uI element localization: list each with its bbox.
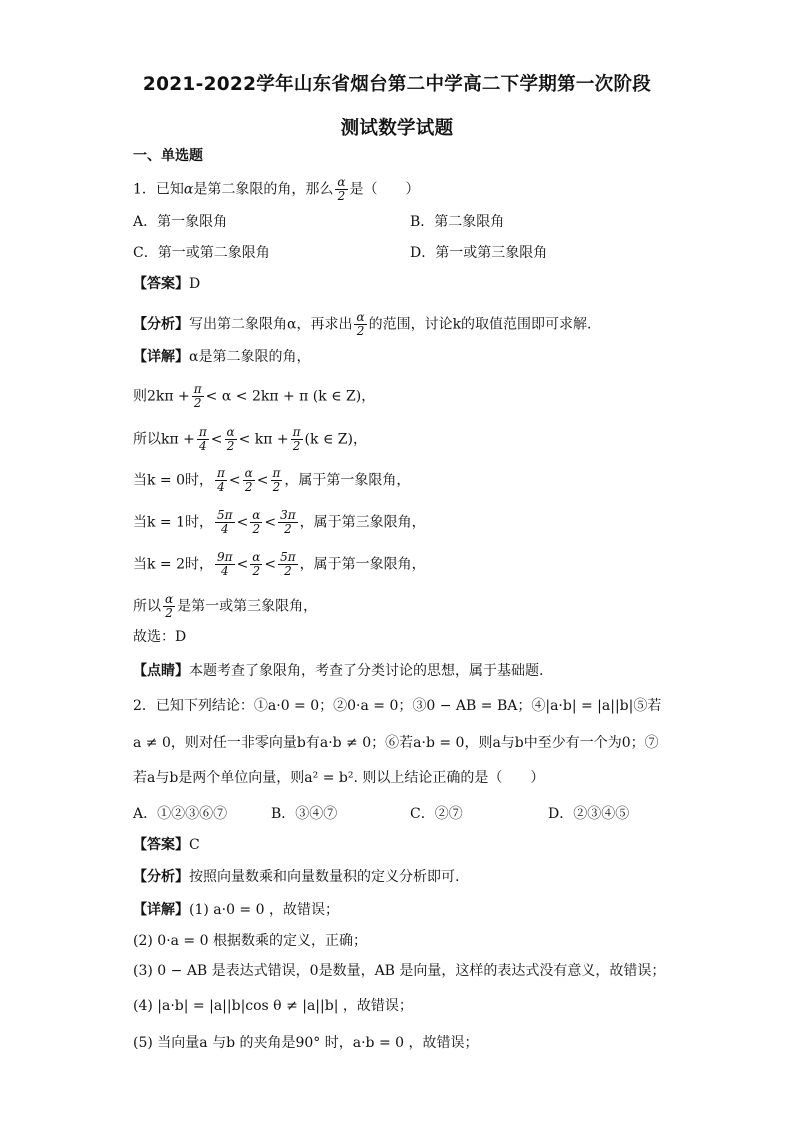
q1-frac-den: 2 bbox=[337, 189, 346, 203]
q2-detail-5: (5) 当向量a 与b 的夹角是90° 时，a·b = 0 ，故错误； bbox=[133, 1035, 479, 1051]
q2-detail-1-text: (1) a·0 = 0 ，故错误； bbox=[189, 902, 339, 918]
q1-half-mid1: < bbox=[210, 431, 223, 448]
q2-stem-line2: a ≠ 0，则对任一非零向量b有a·b ≠ 0；⑥若a·b = 0，则a与b中至少有一个为0；⑦ bbox=[133, 735, 659, 751]
q1-answer bbox=[133, 274, 200, 294]
q2-option-a: A．①②③⑥⑦ bbox=[133, 806, 228, 822]
q1-concl-pre: 所以 bbox=[133, 598, 161, 615]
q1-analysis-b: 的范围，讨论k的取值范围即可求解. bbox=[368, 316, 592, 333]
q1-stem-c: 是（ ） bbox=[349, 181, 420, 198]
q1-k2-post: ，属于第一象限角， bbox=[299, 556, 426, 573]
q2-detail-4: (4) |a·b| = |a||b|cos θ ≠ |a||b| ，故错误； bbox=[133, 998, 413, 1014]
q1-detail-intro-text: α是第二象限的角， bbox=[189, 349, 311, 365]
q1-stem-alpha: α bbox=[183, 181, 194, 198]
q1-k1-pre: 当k = 1时， bbox=[133, 514, 214, 531]
q1-case-k2: 当k = 2时， $\frac{9\pi}{4}$ < $\frac{\alpha}{2}$ < $\frac{5\pi}{2}$ ，属于第一象限角， bbox=[133, 550, 426, 578]
section-heading: 一、单选题 bbox=[133, 148, 203, 164]
q1-case-k1: 当k = 1时， $\frac{5\pi}{4}$ < $\frac{\alpha}{2}$ < $\frac{3\pi}{2}$ ，属于第三象限角， bbox=[133, 508, 426, 536]
q2-analysis-text: 按照向量数乘和向量数量积的定义分析即可. bbox=[189, 869, 460, 885]
q1-option-c: C．第一或第二象限角 bbox=[133, 245, 270, 261]
q1-range-line bbox=[133, 383, 375, 410]
q1-pi-over-2b: $\frac{\pi}{2}$ bbox=[292, 425, 301, 453]
q1-analysis-tag: 【分析】 bbox=[133, 316, 189, 333]
q2-stem-line1: 2．已知下列结论：①a·0 = 0；②0·a = 0；③0 − AB = BA；④|a·b| = |a||b|⑤若 bbox=[133, 698, 662, 714]
q2-detail-2: (2) 0·a = 0 根据数乘的定义，正确； bbox=[133, 933, 367, 949]
q1-detail-tag: 【详解】 bbox=[133, 349, 189, 365]
q1-comment bbox=[133, 661, 543, 681]
q1-pi-over-4: $\frac{\pi}{4}$ bbox=[198, 425, 207, 453]
q2-answer bbox=[133, 835, 200, 855]
q1-analysis-frac-num: α bbox=[356, 310, 365, 324]
q2-option-d: D．②③④⑤ bbox=[548, 806, 630, 822]
q1-answer-tag: 【答案】 bbox=[133, 276, 189, 292]
q2-answer-value: C bbox=[189, 837, 200, 853]
q1-half-mid2: < kπ + bbox=[238, 431, 289, 448]
q1-alpha-over-2: $\frac{\alpha}{2}$ bbox=[226, 425, 235, 453]
q1-option-a: A．第一象限角 bbox=[133, 214, 228, 230]
q1-conclusion: 所以 $\frac{\alpha}{2}$ 是第一或第三象限角， bbox=[133, 592, 318, 620]
q1-comment-text: 本题考查了象限角，考查了分类讨论的思想，属于基础题. bbox=[189, 663, 544, 679]
q1-range-post: < α < 2kπ + π (k ∈ Z)， bbox=[205, 388, 376, 405]
q2-option-b: B．③④⑦ bbox=[271, 806, 338, 822]
q2-option-c: C．②⑦ bbox=[410, 806, 463, 822]
q1-pi-over-2: $\frac{\pi}{2}$ bbox=[193, 382, 202, 410]
q1-stem-a: 1．已知 bbox=[133, 181, 184, 198]
q1-answer-value: D bbox=[189, 276, 201, 292]
q1-half-pre: 所以kπ + bbox=[133, 431, 195, 448]
q1-half-post: (k ∈ Z)， bbox=[304, 431, 367, 448]
q1-option-b: B．第二象限角 bbox=[410, 214, 505, 230]
q1-k1-post: ，属于第三象限角， bbox=[299, 514, 426, 531]
q1-stem-b: 是第二象限的角，那么 bbox=[193, 181, 334, 198]
q1-stem bbox=[133, 176, 420, 203]
q2-stem-line3: 若a与b是两个单位向量，则a² = b². 则以上结论正确的是（ ） bbox=[133, 770, 545, 786]
q1-concl-post: 是第一或第三象限角， bbox=[177, 598, 318, 615]
doc-title-line2: 测试数学试题 bbox=[340, 118, 454, 139]
q1-choose: 故选：D bbox=[133, 629, 187, 645]
q1-range-pre: 则2kπ + bbox=[133, 388, 190, 405]
q2-detail-3: (3) 0 − AB 是表达式错误，0是数量，AB 是向量，这样的表达式没有意义，故错误； bbox=[133, 963, 666, 979]
q1-k0-pre: 当k = 0时， bbox=[133, 472, 214, 489]
q2-answer-tag: 【答案】 bbox=[133, 837, 189, 853]
q1-option-d: D．第一或第三象限角 bbox=[410, 245, 548, 261]
q1-detail-intro bbox=[133, 347, 310, 367]
q1-k2-pre: 当k = 2时， bbox=[133, 556, 214, 573]
q1-frac-num: α bbox=[337, 175, 346, 189]
q2-analysis bbox=[133, 867, 459, 887]
q1-analysis-frac-den: 2 bbox=[356, 324, 365, 338]
q1-k0-post: ，属于第一象限角， bbox=[284, 472, 411, 489]
q1-case-k0: 当k = 0时， $\frac{\pi}{4}$ < $\frac{\alpha}{2}$ < $\frac{\pi}{2}$ ，属于第一象限角， bbox=[133, 466, 411, 494]
q1-half-range-line bbox=[133, 426, 367, 453]
q1-analysis-a: 写出第二象限角α，再求出 bbox=[189, 316, 353, 333]
q1-analysis-fraction bbox=[354, 311, 366, 338]
q1-analysis bbox=[133, 311, 592, 338]
doc-title-line1: 2021-2022学年山东省烟台第二中学高二下学期第一次阶段 bbox=[142, 74, 652, 95]
q2-analysis-tag: 【分析】 bbox=[133, 869, 189, 885]
q1-fraction bbox=[335, 176, 347, 203]
q2-detail-tag: 【详解】 bbox=[133, 902, 189, 918]
q2-detail-1 bbox=[133, 900, 339, 920]
q1-comment-tag: 【点睛】 bbox=[133, 663, 189, 679]
